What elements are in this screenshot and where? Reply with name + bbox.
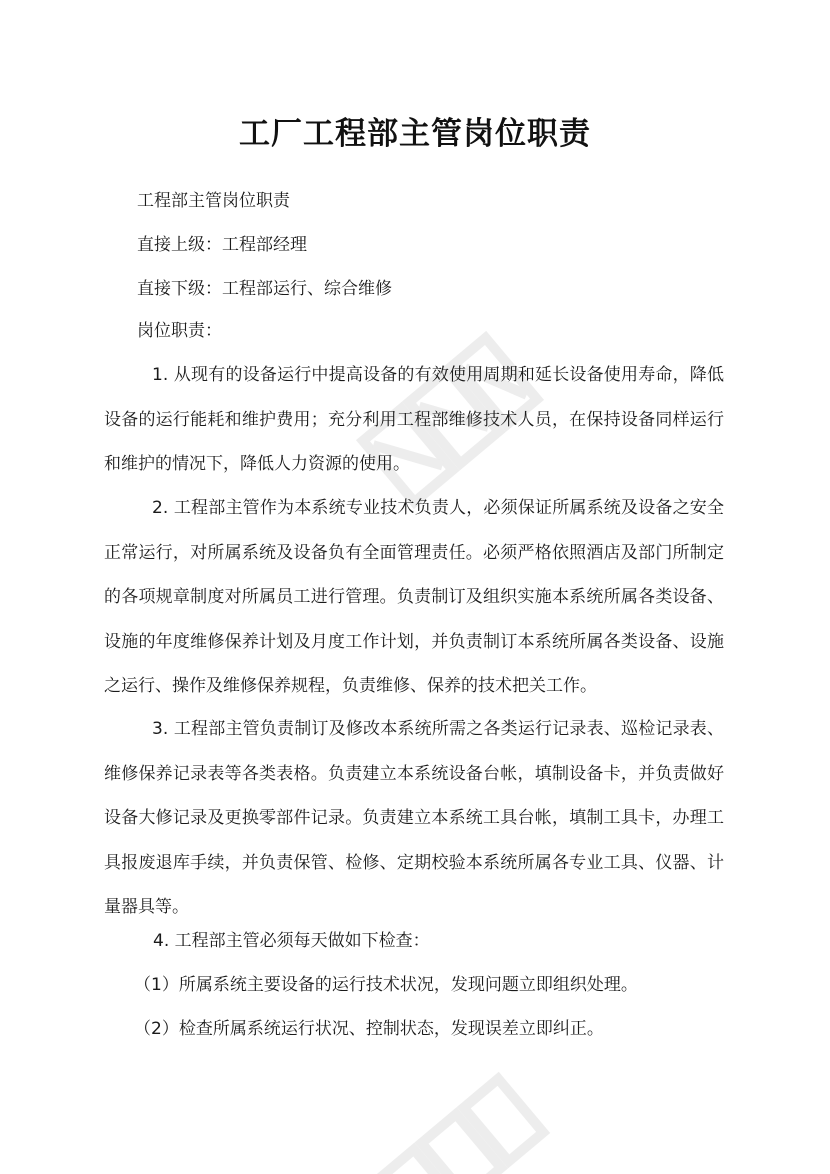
duty-item-4 (153, 930, 430, 952)
duty-item-1 (104, 353, 724, 487)
duty-item-3 (104, 707, 724, 930)
duty-item-text: 工程部主管必须每天做如下检查： (174, 931, 430, 951)
watermark-bottom-icon (360, 1050, 560, 1174)
duty-item-number: 1. (152, 365, 169, 385)
section-heading: 工程部主管岗位职责 (137, 191, 290, 211)
duty-item-number: 4. (153, 931, 170, 951)
duty-item-number: 2. (152, 498, 169, 518)
subordinate-label: 直接下级： (137, 279, 222, 299)
supervisor-value: 工程部经理 (222, 235, 307, 255)
check-item-2: （2）检查所属系统运行状况、控制状态，发现误差立即纠正。 (134, 1019, 604, 1039)
document-title: 工厂工程部主管岗位职责 (239, 116, 591, 152)
duties-label: 岗位职责： (137, 321, 222, 341)
supervisor-line (137, 234, 307, 256)
supervisor-label: 直接上级： (137, 235, 222, 255)
duty-item-number: 3. (152, 719, 169, 739)
duty-item-text: 工程部主管作为本系统专业技术负责人，必须保证所属系统及设备之安全正常运行，对所属系统及设备负有全面管理责任。必须严格依照酒店及部门所制定的各项规章制度对所属员工进行管理。负责制订及组织实施本系统所属各类设备、设施的年度维修保养计划及月度工作计划，并负责制订本系统所属各类设备、设施之运行、操作及维修保养规程，负责维修、保养的技术把关工作。 (104, 498, 725, 696)
subordinate-value: 工程部运行、综合维修 (222, 279, 392, 299)
duty-item-text: 从现有的设备运行中提高设备的有效使用周期和延长设备使用寿命，降低设备的运行能耗和维护费用；充分利用工程部维修技术人员，在保持设备同样运行和维护的情况下，降低人力资源的使用。 (104, 365, 725, 474)
duty-item-2 (104, 486, 724, 709)
check-item-1: （1）所属系统主要设备的运行技术状况，发现问题立即组织处理。 (134, 975, 638, 995)
subordinate-line (137, 278, 392, 300)
duty-item-text: 工程部主管负责制订及修改本系统所需之各类运行记录表、巡检记录表、维修保养记录表等各类表格。负责建立本系统设备台帐，填制设备卡，并负责做好设备大修记录及更换零部件记录。负责建立本系统工具台帐，填制工具卡，办理工具报废退库手续，并负责保管、检修、定期校验本系统所属各专业工具、仪器、计量器具等。 (104, 719, 725, 917)
